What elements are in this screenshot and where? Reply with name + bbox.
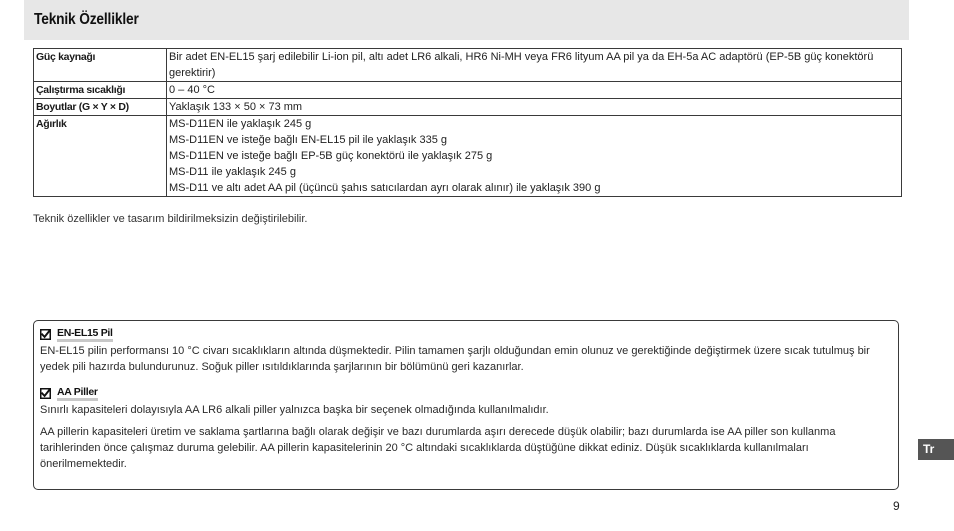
spec-value-line: MS-D11EN ve isteğe bağlı EN-EL15 pil ile yaklaşık 335 g	[169, 134, 447, 146]
table-row	[34, 99, 902, 116]
spec-label-power: Güç kaynağı	[34, 49, 167, 82]
table-row	[34, 49, 902, 82]
language-tab: Tr	[918, 439, 954, 460]
page-title: Teknik Özellikler	[34, 11, 139, 28]
note-paragraph: Sınırlı kapasiteleri dolayısıyla AA LR6 alkali piller yalnızca başka bir seçenek olmadığında kullanılmalıdır.	[40, 404, 549, 416]
page-number: 9	[893, 499, 900, 513]
specs-table	[33, 48, 902, 197]
checkbox-icon	[40, 388, 51, 399]
spec-value-temperature	[167, 82, 902, 99]
spec-label-weight: Ağırlık	[34, 116, 167, 197]
spec-value-line: MS-D11 ve altı adet AA pil (üçüncü şahıs satıcılardan ayrı olarak alınır) ile yaklaşık 390 g	[169, 182, 601, 194]
note-heading-battery	[40, 326, 890, 342]
spec-value-weight	[167, 116, 902, 197]
note-paragraph: AA pillerin kapasiteleri üretim ve saklama şartlarına bağlı olarak değişir ve bazı durumlarda aşırı derecede düşük olabilir; bazı durumlarda ise AA piller son kullanma tarihlerinden önce çalışmaz duruma gelebilir. AA pillerin kapasitelerinin 20 °C altındaki sıcaklıklarda düştüğüne dikkat ediniz. Düşük sıcaklıklarda kullanılmaları önerilmemektedir.	[40, 426, 836, 470]
spec-value-line: MS-D11 ile yaklaşık 245 g	[169, 166, 296, 178]
spec-value-line: Bir adet EN-EL15 şarj edilebilir Li-ion pil, altı adet LR6 alkali, HR6 Ni-MH veya FR6 lityum AA pil ya da EH-5a AC adaptörü (EP-5B güç konektörü gerektirir)	[169, 51, 874, 79]
spec-value-line: Yaklaşık 133 × 50 × 73 mm	[169, 101, 303, 113]
notes-box	[33, 320, 899, 490]
note-heading-text: EN-EL15 Pil	[57, 327, 113, 342]
title-bar	[24, 0, 909, 40]
spec-value-line: MS-D11EN ve isteğe bağlı EP-5B güç konektörü ile yaklaşık 275 g	[169, 150, 493, 162]
checkbox-icon	[40, 329, 51, 340]
note-heading-aa	[40, 385, 890, 401]
note-paragraph: EN-EL15 pilin performansı 10 °C civarı sıcaklıkların altında düşmektedir. Pilin tamamen şarjlı olduğundan emin olunuz ve gerektiğinde değiştirmek üzere sıcak tutulmuş bir yedek pili hazırda bulundurunuz. Soğuk piller ısıtıldıklarında şarjlarının bir bölümünü geri kazanırlar.	[40, 345, 870, 373]
spec-footnote: Teknik özellikler ve tasarım bildirilmeksizin değiştirilebilir.	[33, 213, 308, 225]
spec-value-line: 0 – 40 °C	[169, 84, 215, 96]
spec-label-dimensions: Boyutlar (G × Y × D)	[34, 99, 167, 116]
spec-label-temperature: Çalıştırma sıcaklığı	[34, 82, 167, 99]
table-row	[34, 116, 902, 197]
spec-value-dimensions	[167, 99, 902, 116]
spec-value-power	[167, 49, 902, 82]
spec-value-line: MS-D11EN ile yaklaşık 245 g	[169, 118, 312, 130]
note-heading-text: AA Piller	[57, 386, 98, 401]
table-row	[34, 82, 902, 99]
